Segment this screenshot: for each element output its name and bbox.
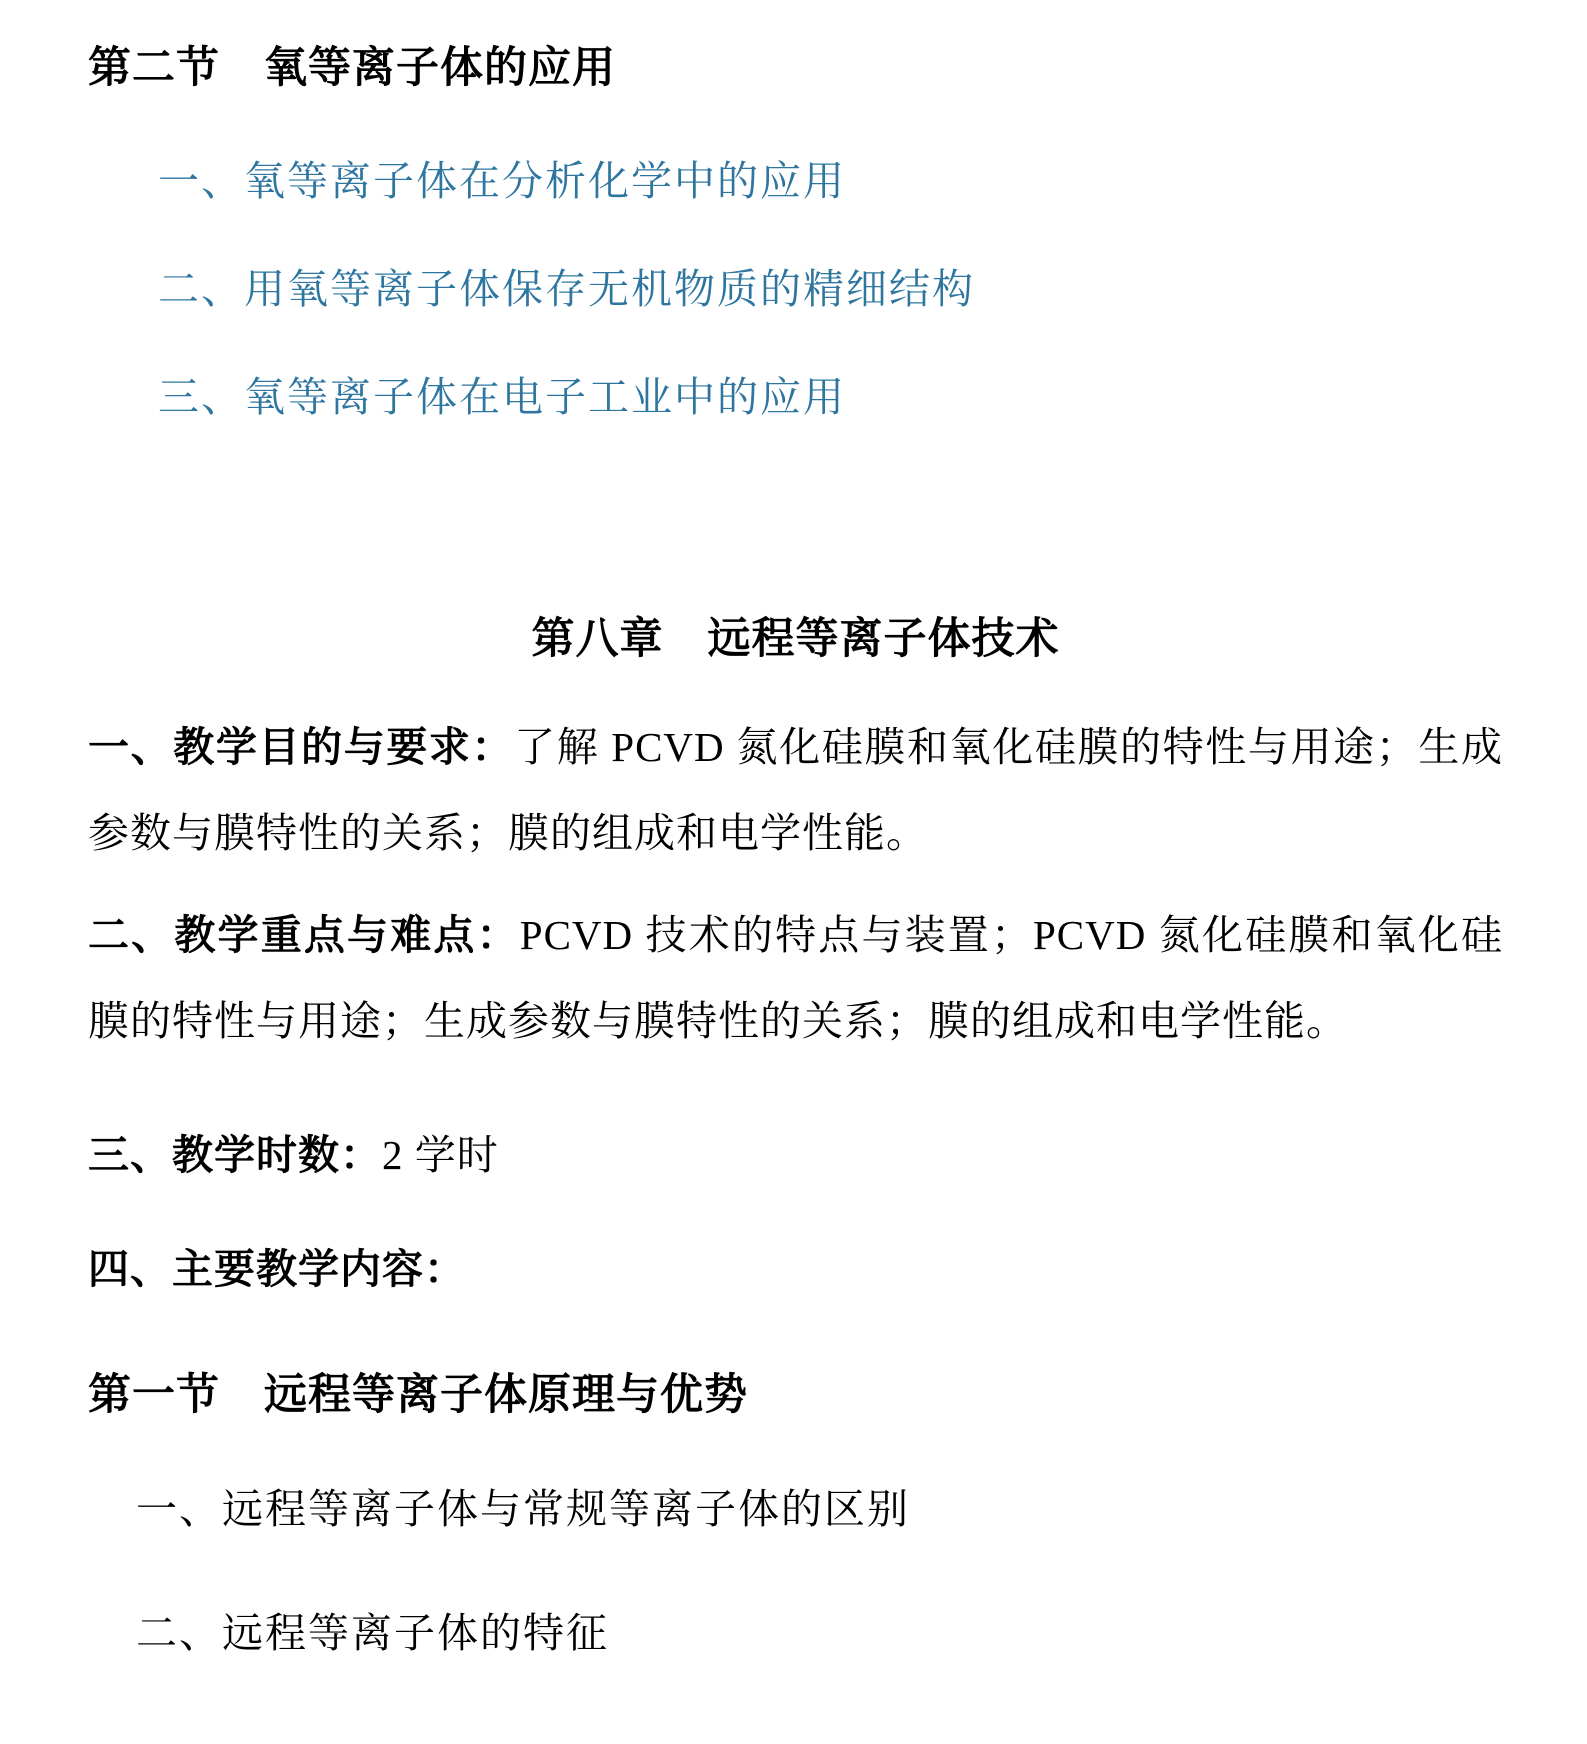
hours-text: 2 学时 <box>382 1132 499 1178</box>
objectives-paragraph <box>88 704 1503 876</box>
chapter-title: 第八章 远程等离子体技术 <box>531 615 1060 663</box>
section1-heading: 第一节 远程等离子体原理与优势 <box>88 1371 748 1419</box>
objectives-label: 一、教学目的与要求： <box>88 724 515 770</box>
previous-section-item-list <box>88 153 1503 425</box>
previous-section-item-1: 一、氧等离子体在分析化学中的应用 <box>158 158 846 204</box>
objectives-text: 了解 PCVD 氮化硅膜和氧化硅膜的特性与用途；生成参数与膜特性的关系；膜的组成和电学性能。 <box>88 724 1503 856</box>
keypoints-text: PCVD 技术的特点与装置；PCVD 氮化硅膜和氧化硅膜的特性与用途；生成参数与膜特性的关系；膜的组成和电学性能。 <box>88 912 1503 1044</box>
previous-section-item-3: 三、氧等离子体在电子工业中的应用 <box>158 374 846 420</box>
hours-label: 三、教学时数： <box>88 1132 382 1178</box>
previous-section-heading: 第二节 氧等离子体的应用 <box>88 44 616 92</box>
section1-item-1: 一、远程等离子体与常规等离子体的区别 <box>136 1486 910 1532</box>
keypoints-paragraph <box>88 892 1503 1064</box>
content-heading-paragraph <box>88 1226 1503 1312</box>
content-heading-label: 四、主要教学内容： <box>88 1246 466 1292</box>
previous-section-item-2: 二、用氧等离子体保存无机物质的精细结构 <box>158 266 975 312</box>
keypoints-label: 二、教学重点与难点： <box>88 912 520 958</box>
section1-item-2: 二、远程等离子体的特征 <box>136 1610 609 1656</box>
hours-paragraph <box>88 1112 1503 1198</box>
